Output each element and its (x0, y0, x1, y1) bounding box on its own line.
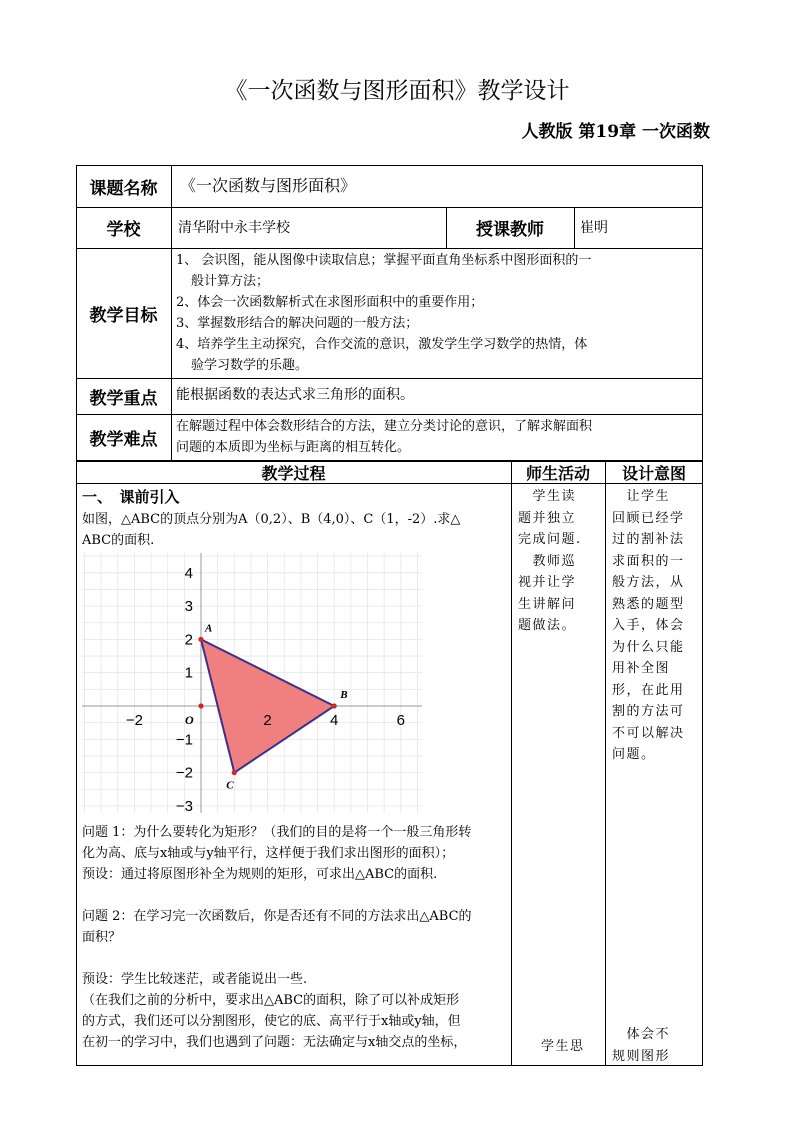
intent-line: 问题。 (612, 747, 656, 762)
topic-label: 课题名称 (89, 178, 158, 199)
y-tick-label: 1 (184, 664, 193, 682)
activity-text (518, 486, 602, 637)
origin-point (198, 703, 203, 708)
goal-line: 3、掌握数形结合的解决问题的一般方法； (176, 316, 419, 331)
difficulty-label: 教学难点 (89, 430, 158, 450)
intent-line: 让学生 (612, 489, 671, 504)
difficulty-line: 在解题过程中体会数形结合的方法，建立分类讨论的意识，了解求解面积 (176, 419, 593, 434)
activity-line: 生讲解问 (518, 596, 577, 612)
key-value: 能根据函数的表达式求三角形的面积。 (176, 387, 414, 403)
origin-label: O (185, 713, 194, 727)
preset-line: 在初一的学习中，我们也遇到了问题：无法确定与x轴交点的坐标， (82, 1035, 467, 1050)
y-tick-label: 3 (184, 598, 193, 616)
x-tick-label: 4 (330, 712, 339, 729)
x-tick-label: 2 (263, 712, 272, 729)
intro-line: 如图，△ABC的顶点分别为A（0,2）、B（4,0）、C（1，-2）.求△ (82, 512, 461, 527)
goal-line: 2、体会一次函数解析式在求图形面积中的重要作用； (176, 295, 484, 310)
teacher-value: 崔明 (580, 220, 608, 236)
intent-line: 形，在此用 (612, 682, 685, 698)
goals-label: 教学目标 (89, 305, 158, 326)
y-tick-label: 2 (184, 631, 193, 649)
y-tick-label: −1 (175, 731, 193, 749)
activity-line: 教师巡 (518, 553, 577, 569)
goal-line: 验学习数学的乐趣。 (191, 358, 309, 373)
intent-line: 体会不 (612, 1027, 671, 1042)
topic-value: 《一次函数与图形面积》 (180, 176, 357, 195)
key-label: 教学重点 (89, 388, 158, 409)
goal-line: 4、培养学生主动探究，合作交流的意识，激发学生学习数学的热情，体 (176, 337, 588, 352)
goal-line: 1、 会识图，能从图像中读取信息；掌握平面直角坐标系中图形面积的一 (176, 253, 592, 268)
difficulty-line: 问题的本质即为坐标与距离的相互转化。 (176, 440, 411, 455)
intro-text (82, 509, 510, 551)
school-label: 学校 (106, 220, 141, 240)
section-heading: 一、 课前引入 (82, 488, 180, 506)
y-tick-label: −2 (175, 764, 193, 782)
x-tick-label: −2 (125, 712, 143, 729)
triangle-plot (82, 553, 422, 813)
point-c (232, 770, 237, 775)
question-1-line: 化为高、底与x轴或与y轴平行，这样便于我们求出图形的面积）； (82, 846, 455, 861)
intent-bottom (612, 1024, 670, 1067)
intent-header: 设计意图 (621, 463, 686, 483)
x-tick-label: 6 (396, 712, 405, 729)
difficulty-value (176, 416, 698, 458)
intent-line: 求面积的一 (612, 553, 685, 569)
intent-line: 熟悉的题型 (612, 596, 685, 612)
activity-line: 学生读 (518, 489, 577, 504)
intent-line: 过的割补法 (612, 532, 685, 547)
y-tick-label: 4 (184, 564, 193, 582)
goal-line: 般计算方法； (191, 274, 270, 289)
point-a (198, 637, 203, 642)
intent-line: 不可以解决 (612, 725, 685, 741)
preset-line: 的方式，我们还可以分割图形，使它的底、高平行于x轴或y轴，但 (82, 1014, 461, 1029)
intent-text (612, 486, 702, 766)
intro-line: ABC的面积. (82, 533, 155, 548)
goals-list (176, 250, 698, 376)
school-value: 清华附中永丰学校 (178, 220, 290, 236)
intent-line: 割的方法可 (612, 704, 685, 719)
preset-line: 预设：学生比较迷茫，或者能说出一些. (82, 972, 308, 987)
process-header: 教学过程 (261, 463, 326, 483)
intent-line: 入手，体会 (612, 618, 685, 633)
document-title: 《一次函数与图形面积》教学设计 (224, 78, 570, 104)
intent-line: 用补全图 (612, 661, 671, 676)
question-1-line: 问题 1：为什么要转化为矩形？（我们的目的是将一个一般三角形转 (82, 825, 472, 840)
intent-line: 回顾已经学 (612, 510, 685, 526)
document-subtitle: 人教版 第19章 一次函数 (521, 122, 710, 142)
preset-line: （在我们之前的分析中，要求出△ABC的面积，除了可以补成矩形 (82, 993, 460, 1008)
question-block (82, 822, 510, 1053)
point-label-a: A (205, 622, 213, 635)
question-1-line: 预设：通过将原图形补全为规则的矩形，可求出△ABC的面积. (82, 867, 438, 882)
intent-line: 规则图形 (612, 1048, 671, 1064)
activity-header: 师生活动 (525, 463, 590, 483)
point-b (332, 703, 337, 708)
activity-line: 视并让学 (518, 575, 577, 590)
teacher-label: 授课教师 (476, 220, 544, 240)
point-label-b: B (340, 689, 348, 701)
point-label-c: C (226, 779, 234, 792)
intent-line: 般方法，从 (612, 575, 685, 590)
intent-line: 为什么只能 (612, 639, 685, 655)
question-2-line: 面积？ (82, 930, 122, 945)
activity-bottom: 学生思 (541, 1039, 585, 1054)
activity-line: 题并独立 (518, 510, 577, 526)
question-2-line: 问题 2：在学习完一次函数后，你是否还有不同的方法求出△ABC的 (82, 909, 472, 924)
activity-line: 题做法。 (518, 618, 577, 633)
y-tick-label: −3 (175, 797, 193, 813)
activity-line: 完成问题. (518, 532, 582, 547)
